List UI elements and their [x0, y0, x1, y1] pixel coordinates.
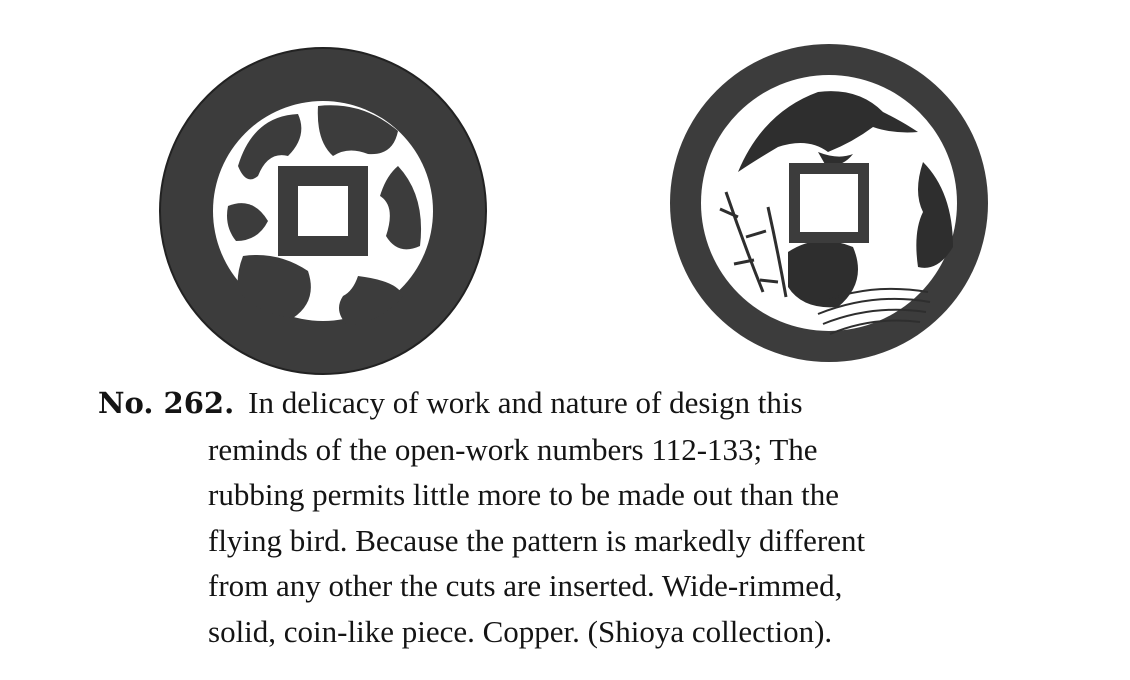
coin-reverse-figure: [668, 42, 990, 364]
coin-obverse-figure: [158, 46, 488, 376]
caption-text: In delicacy of work and nature of design this: [248, 385, 803, 420]
caption-line-4: flying bird. Because the pattern is markedly different: [208, 522, 866, 558]
caption-line-2: reminds of the open-work numbers 112-133; The: [208, 431, 818, 467]
square-hole: [800, 174, 858, 232]
caption-line-6: solid, coin-like piece. Copper. (Shioya collection).: [208, 613, 833, 649]
square-hole: [298, 186, 348, 236]
caption-line-5: from any other the cuts are inserted. Wide-rimmed,: [208, 568, 843, 603]
caption-line-3: rubbing permits little more to be made out than the: [208, 477, 840, 512]
caption-line-1: [98, 380, 1078, 427]
entry-caption: [98, 380, 1078, 654]
entry-number: No. 262.: [98, 386, 235, 420]
